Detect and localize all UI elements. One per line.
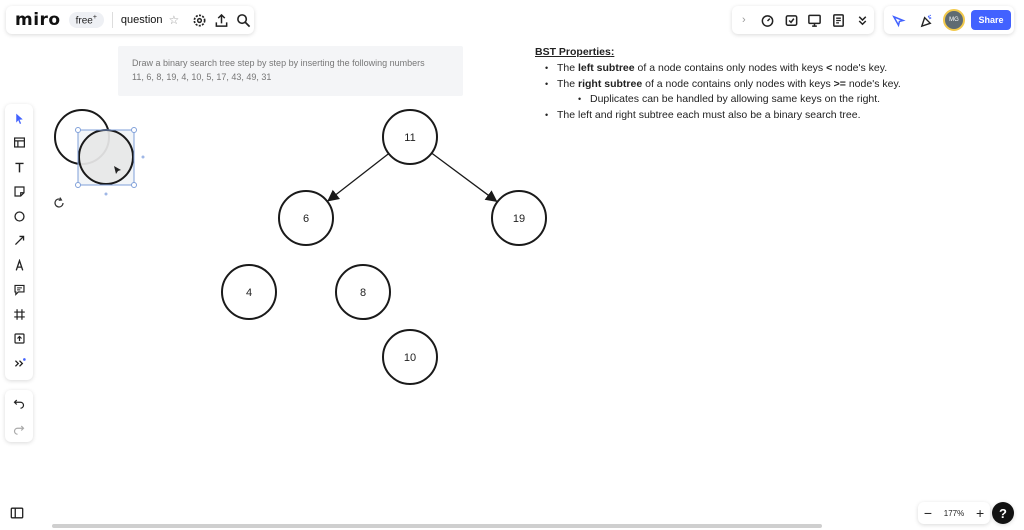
help-button[interactable]: ? xyxy=(992,502,1014,524)
rotate-handle-icon[interactable] xyxy=(55,198,63,207)
plan-badge[interactable]: free+ xyxy=(69,12,104,28)
user-avatar[interactable]: MG xyxy=(943,9,965,31)
selected-shapes-group[interactable] xyxy=(55,110,145,207)
tree-node[interactable] xyxy=(336,265,390,319)
tree-node[interactable] xyxy=(222,265,276,319)
star-icon[interactable]: ☆ xyxy=(168,13,180,27)
connection-dot[interactable] xyxy=(142,156,145,159)
zoom-out-button[interactable]: − xyxy=(923,505,933,521)
resize-handle[interactable] xyxy=(132,183,137,188)
bst-property-item: • The left subtree of a node contains only nodes with keys < node's key. xyxy=(535,61,975,77)
bst-property-item: • The right subtree of a node contains only nodes with keys >= node's key. xyxy=(535,77,975,93)
share-button[interactable]: Share xyxy=(971,10,1011,30)
tree-node[interactable] xyxy=(279,191,333,245)
tree-edge-arrow[interactable] xyxy=(432,153,497,201)
plan-badge-label: free xyxy=(75,15,93,27)
zoom-level[interactable]: 177% xyxy=(943,508,965,518)
tree-node-label: 11 xyxy=(404,132,416,144)
tree-nodes xyxy=(222,110,546,384)
tree-node-label: 4 xyxy=(245,287,253,299)
tree-node[interactable] xyxy=(383,330,437,384)
board-title[interactable]: question xyxy=(120,14,163,26)
question-line-2: 11, 6, 8, 19, 4, 10, 5, 17, 43, 49, 31 xyxy=(132,72,272,82)
bst-property-item: • The left and right subtree each must also be a binary search tree. xyxy=(535,108,975,124)
tree-node-label: 10 xyxy=(403,352,417,364)
horizontal-scrollbar[interactable] xyxy=(52,524,822,528)
miro-logo[interactable]: miro xyxy=(15,10,61,30)
question-line-1: Draw a binary search tree step by step by inserting the following numbers xyxy=(132,58,425,68)
resize-handle[interactable] xyxy=(76,128,81,133)
connection-dot[interactable] xyxy=(105,193,108,196)
tree-node-label: 6 xyxy=(302,213,310,225)
tree-node-label: 8 xyxy=(359,287,367,299)
resize-handle[interactable] xyxy=(132,128,137,133)
tree-edge-arrow[interactable] xyxy=(328,154,389,201)
circle-shape[interactable] xyxy=(79,130,133,184)
resize-handle[interactable] xyxy=(76,183,81,188)
bst-property-item: • Duplicates can be handled by allowing same keys on the right. xyxy=(535,92,975,108)
tree-node[interactable] xyxy=(383,110,437,164)
tree-node-label: 19 xyxy=(512,213,526,225)
bst-properties-title: BST Properties: xyxy=(535,46,615,58)
zoom-in-button[interactable]: + xyxy=(975,505,985,521)
chevron-right-icon[interactable]: › xyxy=(741,14,746,26)
tree-node[interactable] xyxy=(492,191,546,245)
